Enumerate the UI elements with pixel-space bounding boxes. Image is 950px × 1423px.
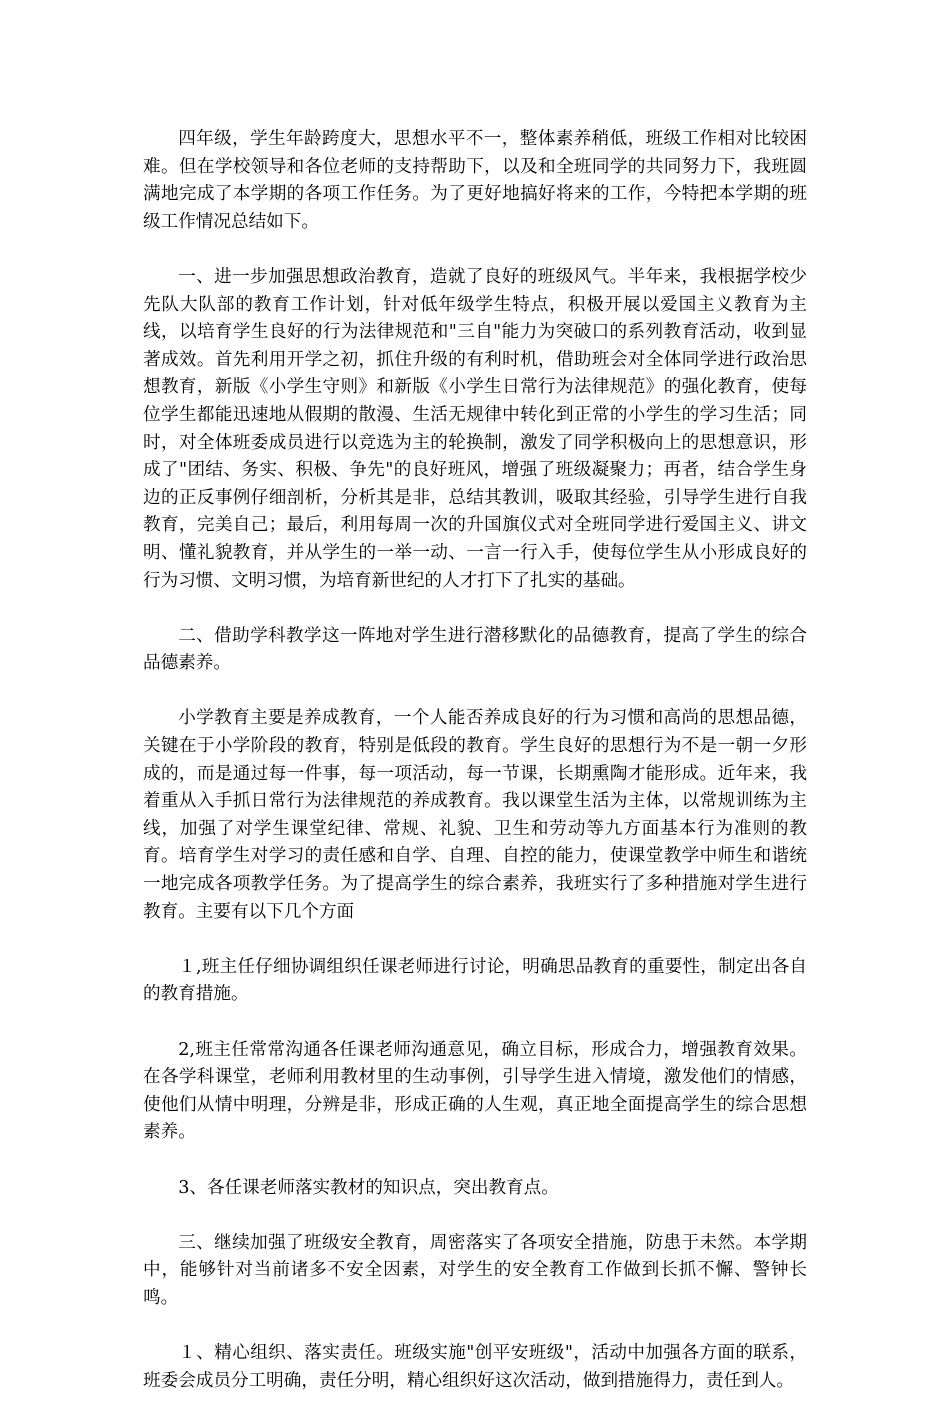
section-three-paragraph: 三、继续加强了班级安全教育，周密落实了各项安全措施，防患于未然。本学期中，能够针对当前诸多不安全因素，对学生的安全教育工作做到长抓不懈、警钟长鸣。 xyxy=(143,1232,807,1308)
measure-two-paragraph: 2,班主任常常沟通各任课老师沟通意见，确立目标，形成合力，增强教育效果。在各学科课堂，老师利用教材里的生动事例，引导学生进入情境，激发他们的情感，使他们从情中明理，分辨是非，形成正确的人生观，真正地全面提高学生的综合思想素养。 xyxy=(143,1039,807,1143)
measure-one-paragraph: １,班主任仔细协调组织任课老师进行讨论，明确思品教育的重要性，制定出各自的教育措施。 xyxy=(143,956,807,1005)
document-body xyxy=(143,126,807,1423)
intro-paragraph: 四年级，学生年龄跨度大，思想水平不一，整体素养稍低，班级工作相对比较困难。但在学校领导和各位老师的支持帮助下，以及和全班同学的共同努力下，我班圆满地完成了本学期的各项工作任务。为了更好地搞好将来的工作，今特把本学期的班级工作情况总结如下。 xyxy=(143,129,807,232)
section-one-paragraph: 一、进一步加强思想政治教育，造就了良好的班级风气。半年来，我根据学校少先队大队部的教育工作计划，针对低年级学生特点，积极开展以爱国主义教育为主线，以培育学生良好的行为法律规范和"三自"能力为突破口的系列教育活动，收到显著成效。首先利用开学之初，抓住升级的有利时机，借助班会对全体同学进行政治思想教育，新版《小学生守则》和新版《小学生日常行为法律规范》的强化教育，使每位学生都能迅速地从假期的散漫、生活无规律中转化到正常的小学生的学习生活；同时，对全体班委成员进行以竞选为主的轮换制，激发了同学积极向上的思想意识，形成了"团结、务实、积极、争先"的良好班风，增强了班级凝聚力；再者，结合学生身边的正反事例仔细剖析，分析其是非，总结其教训，吸取其经验，引导学生进行自我教育，完美自己；最后，利用每周一次的升国旗仪式对全班同学进行爱国主义、讲文明、懂礼貌教育，并从学生的一举一动、一言一行入手，使每位学生从小形成良好的行为习惯、文明习惯，为培育新世纪的人才打下了扎实的基础。 xyxy=(143,266,807,591)
safety-item-one-paragraph: １、精心组织、落实责任。班级实施"创平安班级"，活动中加强各方面的联系，班委会成员分工明确，责任分明，精心组织好这次活动，做到措施得力，责任到人。 xyxy=(143,1343,807,1391)
measure-three-paragraph: 3、各任课老师落实教材的知识点，突出教育点。 xyxy=(178,1177,559,1198)
section-two-body-paragraph: 小学教育主要是养成教育，一个人能否养成良好的行为习惯和高尚的思想品德，关键在于小学阶段的教育，特别是低段的教育。学生良好的思想行为不是一朝一夕形成的，而是通过每一件事，每一项活动，每一节课，长期熏陶才能形成。近年来，我着重从入手抓日常行为法律规范的养成教育。我以课堂生活为主体，以常规训练为主线，加强了对学生课堂纪律、常规、礼貌、卫生和劳动等九方面基本行为准则的教育。培育学生对学习的责任感和自学、自理、自控的能力，使课堂教学中师生和谐统一地完成各项教学任务。为了提高学生的综合素养，我班实行了多种措施对学生进行教育。主要有以下几个方面 xyxy=(143,708,807,922)
section-two-heading-paragraph: 二、借助学科教学这一阵地对学生进行潜移默化的品德教育，提高了学生的综合品德素养。 xyxy=(143,625,807,674)
